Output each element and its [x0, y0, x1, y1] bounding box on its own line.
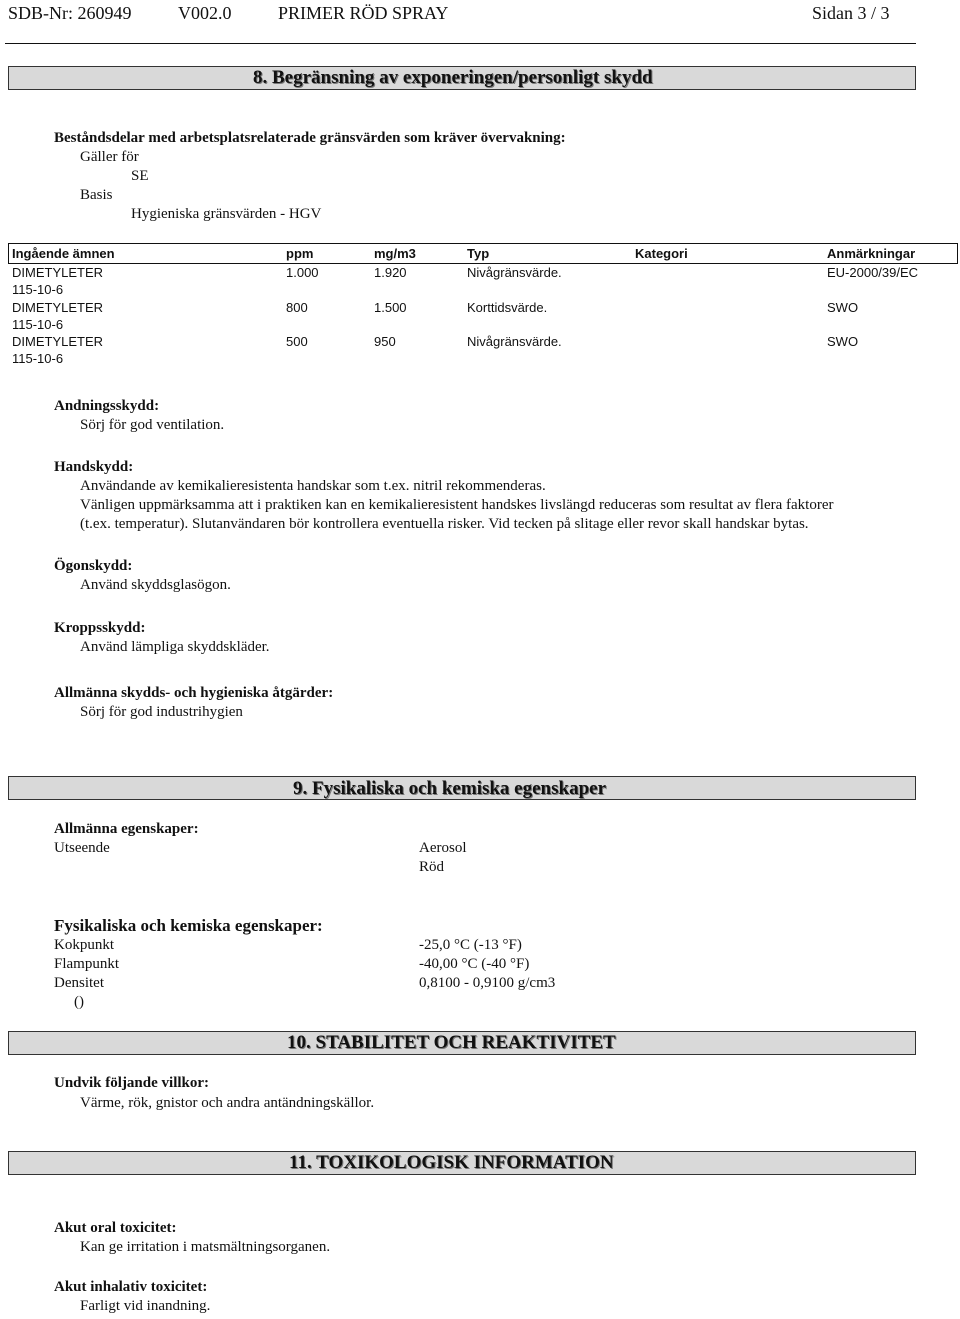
mgm3-value: 950 — [374, 334, 396, 349]
basis-label: Basis — [80, 187, 113, 203]
cas-number: 115-10-6 — [12, 317, 64, 332]
applies-label: Gäller för — [80, 149, 139, 165]
flash-point-label: Flampunkt — [54, 956, 120, 972]
col-header-mgm3: mg/m3 — [374, 246, 416, 261]
document-id: SDB-Nr: 260949 — [8, 3, 132, 23]
section-9-title: 9. Fysikaliska och kemiska egenskaper — [293, 778, 607, 799]
section-11-title: 11. TOXIKOLOGISK INFORMATION — [289, 1152, 614, 1173]
col-header-remarks: Anmärkningar — [827, 246, 916, 261]
col-header-substance: Ingående ämnen — [12, 246, 115, 261]
limits-heading: Beståndsdelar med arbetsplatsrelaterade gränsvärden som kräver övervakning: — [54, 130, 566, 146]
table-header-border — [8, 263, 958, 264]
general-properties-label: Allmänna egenskaper: — [54, 821, 199, 837]
inhalation-toxicity-label: Akut inhalativ toxicitet: — [54, 1279, 208, 1295]
physical-properties-heading: Fysikaliska och kemiska egenskaper: — [54, 916, 323, 935]
oral-toxicity-text: Kan ge irritation i matsmältningsorganen. — [80, 1239, 331, 1255]
boiling-point-value: -25,0 °C (-13 °F) — [419, 937, 522, 953]
hand-protection-label: Handskydd: — [54, 459, 134, 475]
type-value: Korttidsvärde. — [467, 300, 548, 315]
mgm3-value: 1.500 — [374, 300, 407, 315]
table-top-border — [8, 243, 958, 244]
ppm-value: 500 — [286, 334, 308, 349]
flash-point-value: -40,00 °C (-40 °F) — [419, 956, 530, 972]
substance-name: DIMETYLETER — [12, 334, 104, 349]
basis-value: Hygieniska gränsvärden - HGV — [131, 206, 322, 222]
header-rule — [5, 43, 916, 44]
table-right-border — [957, 244, 958, 264]
page-number: Sidan 3 / 3 — [812, 3, 890, 23]
hygiene-text: Sörj för god industrihygien — [80, 704, 243, 720]
table-left-border — [8, 244, 9, 264]
cas-number: 115-10-6 — [12, 282, 64, 297]
color-value: Röd — [419, 859, 445, 875]
substance-name: DIMETYLETER — [12, 300, 104, 315]
body-protection-text: Använd lämpliga skyddskläder. — [80, 639, 270, 655]
section-8-title: 8. Begränsning av exponeringen/personligt skydd — [253, 67, 653, 88]
hand-protection-text: (t.ex. temperatur). Slutanvändaren bör kontrollera eventuella risker. Vid tecken på slitage eller revor skall handskar bytas. — [80, 516, 809, 532]
respiratory-label: Andningsskydd: — [54, 398, 160, 414]
respiratory-text: Sörj för god ventilation. — [80, 417, 225, 433]
appearance-value: Aerosol — [419, 840, 467, 856]
oral-toxicity-label: Akut oral toxicitet: — [54, 1220, 177, 1236]
avoid-conditions-text: Värme, rök, gnistor och andra antändningskällor. — [80, 1095, 375, 1111]
ppm-value: 1.000 — [286, 265, 319, 280]
document-version: V002.0 — [178, 3, 232, 23]
density-label: Densitet — [54, 975, 104, 991]
product-name: PRIMER RÖD SPRAY — [278, 3, 449, 23]
inhalation-toxicity-text: Farligt vid inandning. — [80, 1298, 211, 1314]
substance-name: DIMETYLETER — [12, 265, 104, 280]
col-header-type: Typ — [467, 246, 490, 261]
type-value: Nivågränsvärde. — [467, 334, 562, 349]
eye-protection-text: Använd skyddsglasögon. — [80, 577, 231, 593]
boiling-point-label: Kokpunkt — [54, 937, 114, 953]
eye-protection-label: Ögonskydd: — [54, 558, 133, 574]
appearance-label: Utseende — [54, 840, 110, 856]
remarks-value: SWO — [827, 334, 859, 349]
avoid-conditions-label: Undvik följande villkor: — [54, 1075, 210, 1091]
body-protection-label: Kroppsskydd: — [54, 620, 146, 636]
mgm3-value: 1.920 — [374, 265, 407, 280]
remarks-value: SWO — [827, 300, 859, 315]
density-note: () — [74, 994, 84, 1010]
remarks-value: EU-2000/39/EC — [827, 265, 919, 280]
type-value: Nivågränsvärde. — [467, 265, 562, 280]
density-value: 0,8100 - 0,9100 g/cm3 — [419, 975, 556, 991]
section-10-title: 10. STABILITET OCH REAKTIVITET — [287, 1032, 616, 1053]
hygiene-label: Allmänna skydds- och hygieniska åtgärder: — [54, 685, 334, 701]
ppm-value: 800 — [286, 300, 308, 315]
hand-protection-text: Användande av kemikalieresistenta handskar som t.ex. nitril rekommenderas. — [80, 478, 546, 494]
col-header-ppm: ppm — [286, 246, 314, 261]
col-header-category: Kategori — [635, 246, 688, 261]
cas-number: 115-10-6 — [12, 351, 64, 366]
applies-value: SE — [131, 168, 149, 184]
hand-protection-text: Vänligen uppmärksamma att i praktiken kan en kemikalieresistent handskes livslängd reduceras som resultat av flera faktorer — [80, 497, 834, 513]
